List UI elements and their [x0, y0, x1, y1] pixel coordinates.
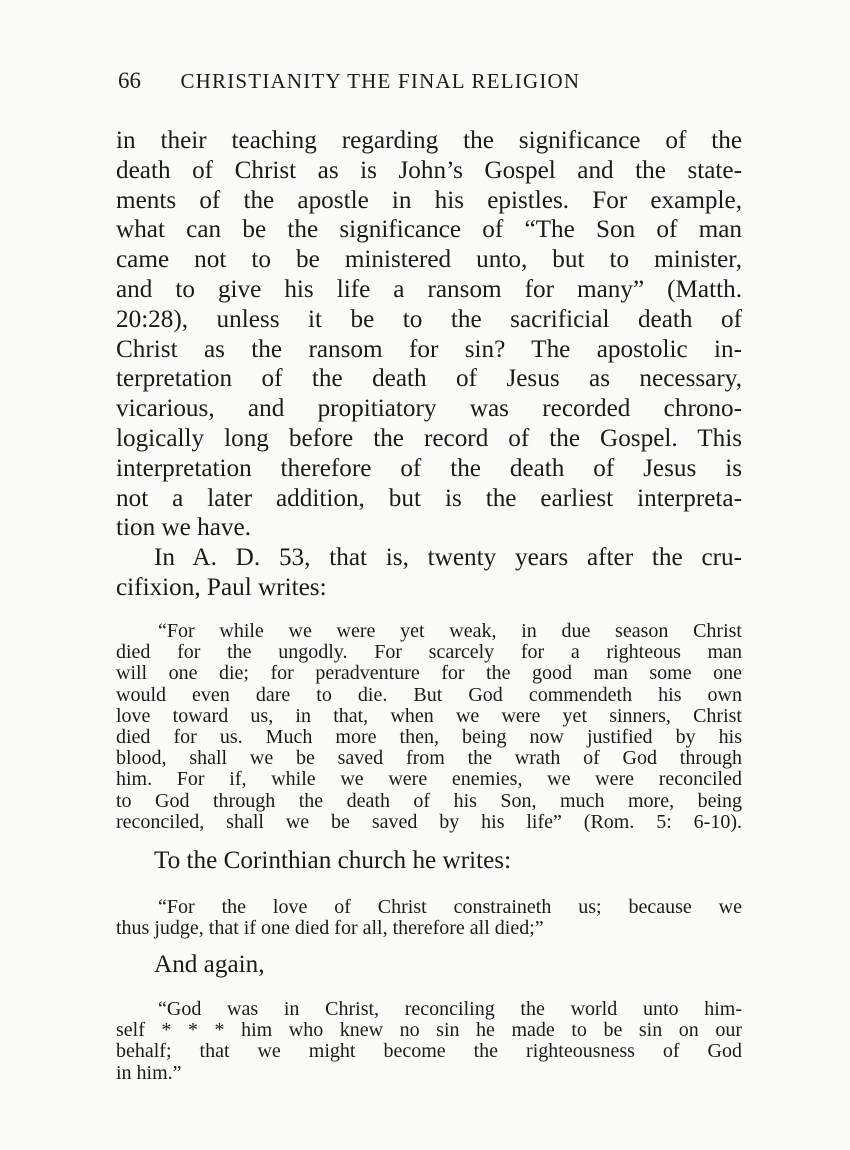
page-number: 66	[118, 68, 141, 93]
text-line: and to give his life a ransom for many” (Matth.	[116, 275, 742, 303]
text-line: vicarious, and propitiatory was recorded chrono-	[116, 395, 742, 423]
quote-line: “God was in Christ, reconciling the world unto him-	[158, 998, 742, 1020]
text-line: 20:28), unless it be to the sacrificial death of	[116, 305, 742, 333]
paragraph-1	[116, 126, 742, 543]
page-header	[118, 68, 678, 96]
running-title: CHRISTIANITY THE FINAL RELIGION	[180, 69, 581, 93]
quote-line: reconciled, shall we be saved by his life” (Rom. 5: 6-10).	[116, 810, 742, 833]
quote-line: will one die; for peradventure for the good man some one	[116, 662, 742, 685]
text-line: Christ as the ransom for sin? The apostolic in-	[116, 335, 742, 363]
quote-line: “For while we were yet weak, in due season Christ	[158, 620, 742, 642]
text-line: not a later addition, but is the earliest interpreta-	[116, 484, 742, 512]
quote-line: to God through the death of his Son, much more, being	[116, 789, 742, 812]
quote-line: him. For if, while we were enemies, we were reconciled	[116, 768, 742, 791]
quote-line: “For the love of Christ constraineth us; because we	[158, 896, 742, 918]
text-line: terpretation of the death of Jesus as necessary,	[116, 365, 742, 393]
and-again-intro: And again,	[154, 951, 265, 978]
text-line: interpretation therefore of the death of Jesus is	[116, 454, 742, 482]
text-line: logically long before the record of the Gospel. This	[116, 424, 742, 452]
text-line: in their teaching regarding the significance of the	[116, 127, 742, 154]
quote-line: died for the ungodly. For scarcely for a righteous man	[116, 641, 742, 664]
block-quote-romans	[116, 621, 742, 833]
text-line: cifixion, Paul writes:	[116, 573, 327, 601]
quote-line: behalf; that we might become the righteousness of God	[116, 1040, 742, 1063]
quote-line: would even dare to die. But God commendeth his own	[116, 683, 742, 706]
quote-line: thus judge, that if one died for all, therefore all died;”	[116, 917, 544, 940]
text-line: tion we have.	[116, 514, 251, 542]
text-line: came not to be ministered unto, but to minister,	[116, 246, 742, 274]
text-line: death of Christ as is John’s Gospel and the state-	[116, 156, 742, 184]
quote-line: self * * * him who knew no sin he made to be sin on our	[116, 1019, 742, 1042]
quote-line: died for us. Much more then, being now justified by his	[116, 725, 742, 748]
text-line: In A. D. 53, that is, twenty years after the cru-	[154, 544, 742, 571]
quote-line: blood, shall we be saved from the wrath of God through	[116, 747, 742, 770]
paragraph-2	[116, 543, 742, 603]
text-line: what can be the significance of “The Son of man	[116, 216, 742, 244]
quote-line: love toward us, in that, when we were yet sinners, Christ	[116, 704, 742, 727]
block-quote-corinthians	[116, 897, 742, 939]
text-line: ments of the apostle in his epistles. For example,	[116, 186, 742, 214]
quote-line: in him.”	[116, 1061, 182, 1084]
block-quote-reconciling	[116, 999, 742, 1084]
corinthian-intro: To the Corinthian church he writes:	[154, 847, 512, 874]
